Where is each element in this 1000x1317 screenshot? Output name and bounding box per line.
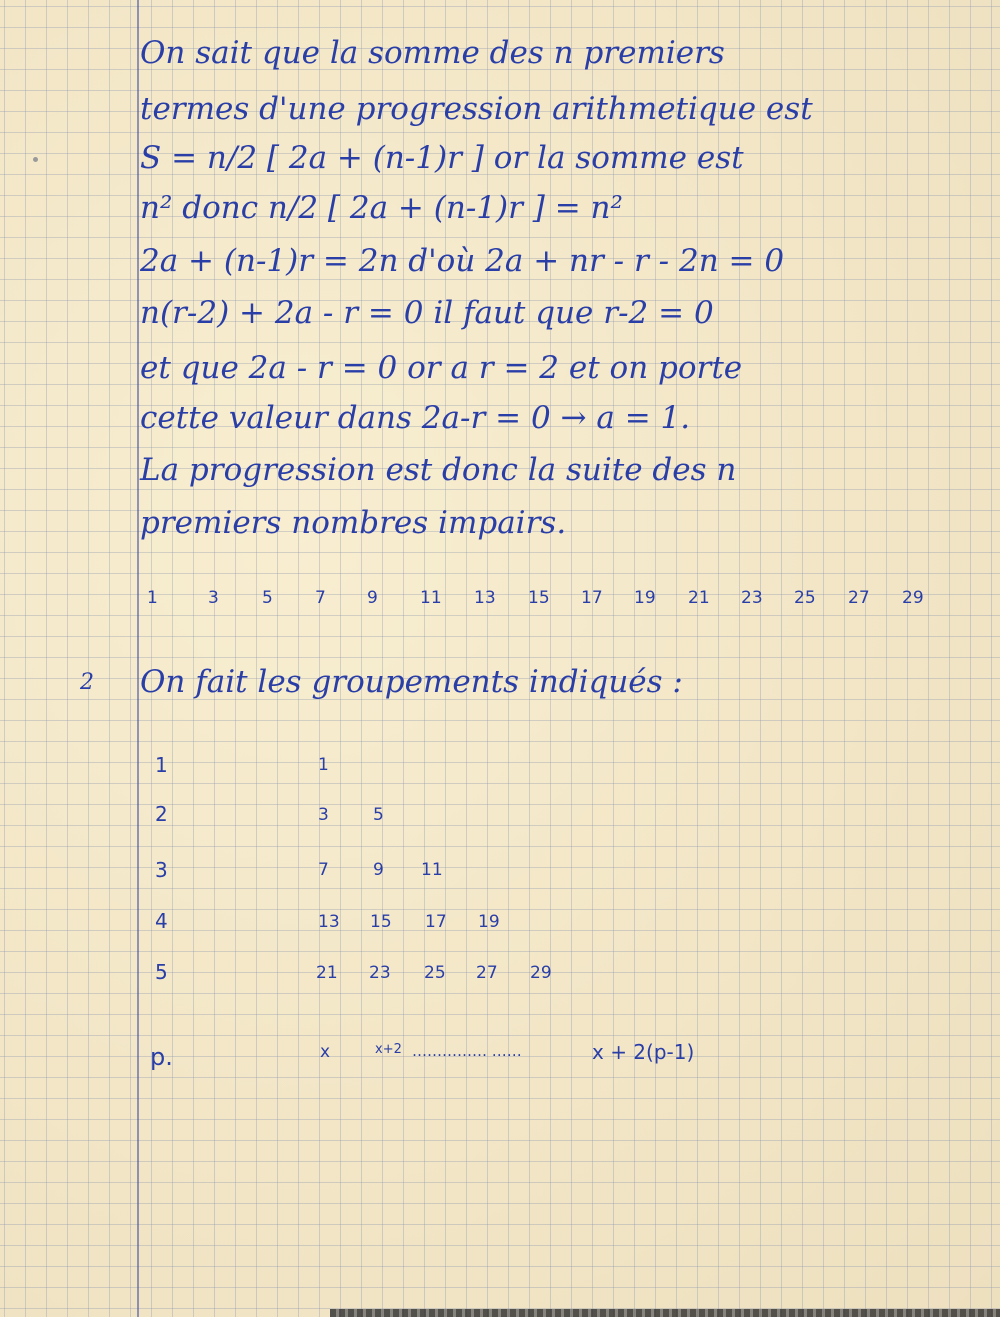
general-row-first: x (320, 1042, 331, 1062)
group-label: 3 (155, 858, 168, 882)
group-value: 13 (318, 912, 340, 932)
text-line-8: cette valeur dans 2a-r = 0 → a = 1. (140, 400, 691, 436)
general-row-last: x + 2(p-1) (592, 1040, 695, 1064)
sequence-number: 7 (315, 588, 326, 608)
group-label: 5 (155, 960, 168, 984)
group-value: 3 (318, 805, 329, 825)
text-line-9: La progression est donc la suite des n (140, 452, 737, 488)
group-value: 7 (318, 860, 329, 880)
group-value: 17 (425, 912, 447, 932)
text-line-4: n² donc n/2 [ 2a + (n-1)r ] = n² (140, 190, 623, 226)
text-line-5: 2a + (n-1)r = 2n d'où 2a + nr - r - 2n = 0 (140, 243, 785, 279)
sequence-number: 21 (688, 588, 710, 608)
general-row-label: p. (150, 1043, 173, 1071)
text-line-6: n(r-2) + 2a - r = 0 il faut que r-2 = 0 (140, 295, 714, 331)
sequence-number: 9 (367, 588, 378, 608)
group-value: 21 (316, 963, 338, 983)
sequence-number: 27 (848, 588, 870, 608)
sequence-number: 23 (741, 588, 763, 608)
page-bottom-edge (330, 1309, 1000, 1317)
sequence-number: 3 (208, 588, 219, 608)
group-label: 4 (155, 909, 168, 933)
general-row-second: x+2 (375, 1042, 402, 1057)
group-value: 1 (318, 755, 329, 775)
group-value: 5 (373, 805, 384, 825)
sequence-number: 29 (902, 588, 924, 608)
sequence-number: 1 (147, 588, 158, 608)
odd-sequence (140, 588, 930, 618)
text-line-1: On sait que la somme des n premiers (140, 35, 725, 71)
group-value: 25 (424, 963, 446, 983)
text-line-10: premiers nombres impairs. (140, 505, 567, 541)
section-heading: On fait les groupements indiqués : (140, 664, 683, 700)
group-value: 19 (478, 912, 500, 932)
group-value: 23 (369, 963, 391, 983)
punch-mark (33, 157, 38, 162)
text-line-3: S = n/2 [ 2a + (n-1)r ] or la somme est (140, 140, 744, 176)
sequence-number: 25 (794, 588, 816, 608)
group-value: 29 (530, 963, 552, 983)
group-label: 2 (155, 802, 168, 826)
group-label: 1 (155, 753, 168, 777)
sequence-number: 5 (262, 588, 273, 608)
general-row-dots: …………… …… (412, 1042, 522, 1060)
section-marker: 2 (80, 670, 94, 695)
sequence-number: 15 (528, 588, 550, 608)
sequence-number: 11 (420, 588, 442, 608)
text-line-2: termes d'une progression arithmetique est (140, 91, 813, 127)
sequence-number: 17 (581, 588, 603, 608)
group-value: 15 (370, 912, 392, 932)
sequence-number: 19 (634, 588, 656, 608)
text-line-7: et que 2a - r = 0 or a r = 2 et on porte (140, 350, 743, 386)
group-value: 9 (373, 860, 384, 880)
group-value: 27 (476, 963, 498, 983)
sequence-number: 13 (474, 588, 496, 608)
margin-line (137, 0, 139, 1317)
group-value: 11 (421, 860, 443, 880)
